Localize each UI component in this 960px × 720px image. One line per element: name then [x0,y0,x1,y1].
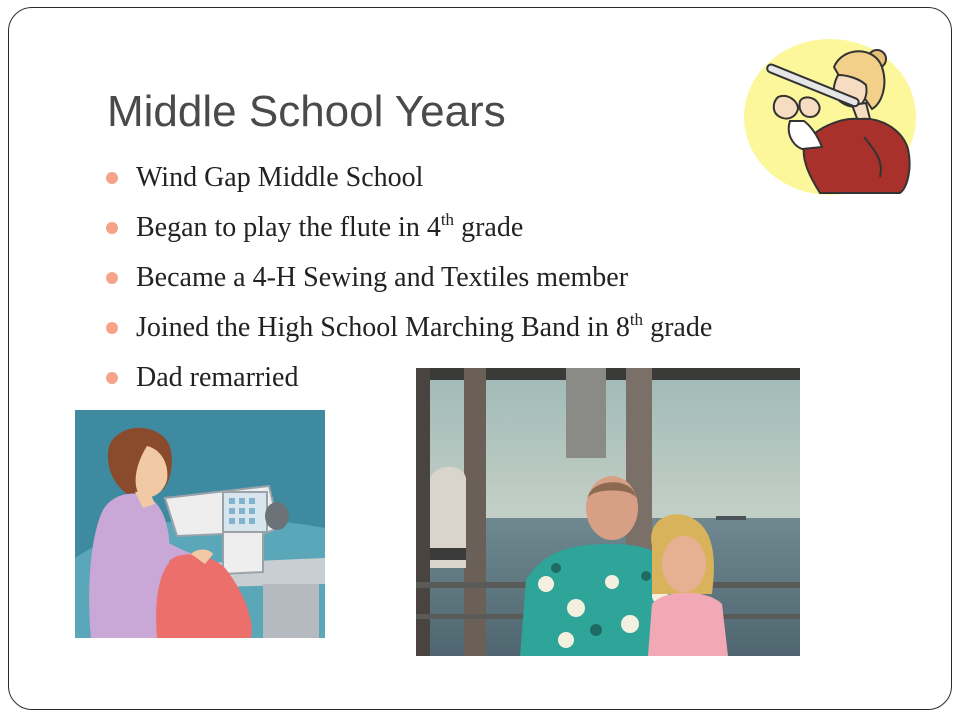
bullet-item [106,203,712,253]
bullet-icon [106,322,118,334]
bullet-icon [106,372,118,384]
bullet-list [106,153,712,403]
sewing-clipart [73,408,327,640]
bullet-icon [106,272,118,284]
bullet-text: Began to play the flute in 4 [136,212,441,243]
bullet-item [106,153,712,203]
bullet-item [106,303,712,353]
bullet-text: Joined the High School Marching Band in 8 [136,312,630,343]
slide-title: Middle School Years [107,87,506,136]
bullet-icon [106,172,118,184]
bullet-text: Dad remarried [136,362,299,393]
bullet-text: Became a 4-H Sewing and Textiles member [136,262,629,293]
bullet-item [106,253,712,303]
bullet-text: Wind Gap Middle School [136,162,424,193]
ordinal-suffix: th [440,210,455,229]
bullet-text-end: grade [454,212,524,243]
couple-photo [416,368,800,656]
bullet-icon [106,222,118,234]
ordinal-suffix: th [629,310,644,329]
bullet-text-end: grade [643,312,713,343]
flute-player-clipart [742,37,918,197]
